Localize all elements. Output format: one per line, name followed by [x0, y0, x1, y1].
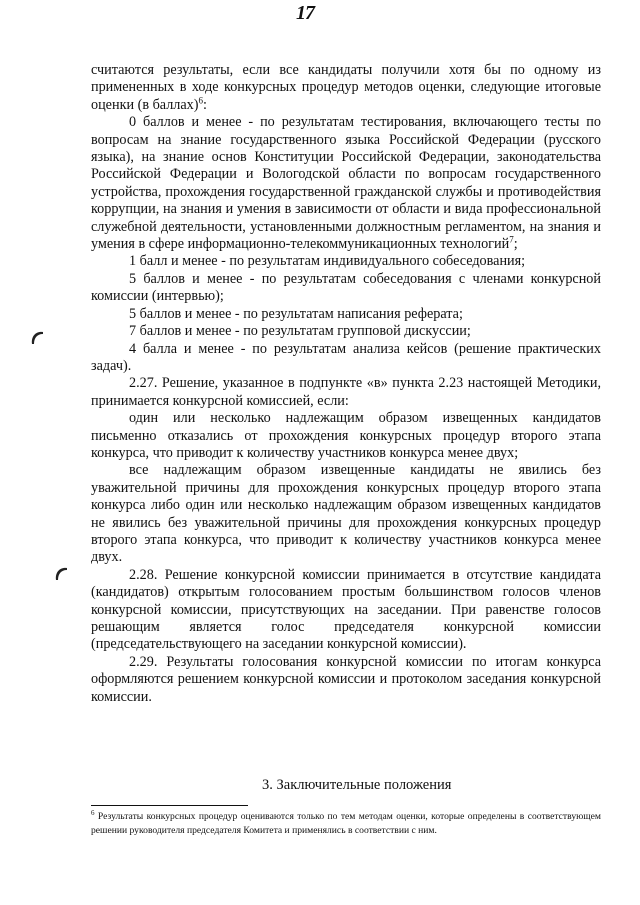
paragraph: [91, 410, 601, 462]
body-text: [91, 62, 601, 706]
paragraph-text: 5 баллов и менее - по результатам написания реферата;: [129, 305, 463, 322]
paragraph-text: 2.28. Решение конкурсной комиссии принимается в отсутствие кандидата (кандидатов) открытым голосованием простым большинством голосов членов конкурсной комиссии, присутствующих на заседании. При равенстве голосов решающим является голос председателя конкурсной комиссии (председательствующего на заседании конкурсной комиссии).: [91, 566, 601, 653]
paragraph-text: 0 баллов и менее - по результатам тестирования, включающего тесты по вопросам на знание государственного языка Российской Федерации (русского языка), на знание основ Конституции Российской Федерации, законодательства Российской Федерации и Вологодской области по вопросам государственного устройства, прохождения государственной гражданской службы и противодействия коррупции, на знания и умения в зависимости от области и вида профессиональной служебной деятельности, установленными должностным регламентом, на знания и умения в сфере информационно-телекоммуникационных технологий: [91, 114, 601, 253]
paragraph: [91, 375, 601, 410]
paragraph-text: 2.27. Решение, указанное в подпункте «в» пункта 2.23 настоящей Методики, принимается конкурсной комиссией, если:: [91, 375, 601, 409]
paragraph: [91, 462, 601, 566]
binder-hole-mark-bottom: [52, 566, 70, 586]
footnote: [91, 810, 601, 838]
footnote-mark: 6: [91, 808, 95, 817]
paragraph: [91, 114, 601, 253]
paragraph: [91, 62, 601, 114]
paragraph: [91, 341, 601, 376]
paragraph-text: 1 балл и менее - по результатам индивидуального собеседования;: [129, 253, 526, 270]
paragraph-text: все надлежащим образом извещенные кандидаты не явились без уважительной причины для прохождения конкурсных процедур второго этапа конкурса либо один или несколько надлежащим образом извещенных кандидатов не явились без уважительной причины для прохождения конкурсных процедур второго этапа конкурса, что приводит к количеству участников конкурса менее двух.: [91, 462, 601, 566]
section-heading: 3. Заключительные положения: [262, 777, 452, 793]
footnote-text: Результаты конкурсных процедур оцениваются только по тем методам оценки, которые определены в соответствующем решении руководителя председателя Комитета и применялись в соответствии с ним.: [91, 811, 602, 836]
paragraph: [91, 654, 601, 706]
paragraph: [91, 271, 601, 306]
binder-hole-mark-top: [28, 330, 46, 350]
paragraph-text: считаются результаты, если все кандидаты получили хотя бы по одному из примененных в ходе конкурсных процедур методов оценки, следующие итоговые оценки (в баллах): [91, 62, 601, 113]
footnote-reference: 7: [509, 234, 514, 245]
footnote-reference: 6: [198, 95, 203, 106]
paragraph: [91, 567, 601, 654]
paragraph-tail: :: [203, 96, 207, 113]
paragraph-text: один или несколько надлежащим образом извещенных кандидатов письменно отказались от прохождения конкурсных процедур второго этапа конкурса, что приводит к количеству участников конкурса менее двух;: [91, 410, 601, 461]
paragraph-text: 4 балла и менее - по результатам анализа кейсов (решение практических задач).: [91, 340, 601, 374]
paragraph-text: 7 баллов и менее - по результатам групповой дискуссии;: [129, 323, 471, 340]
paragraph: [91, 306, 601, 323]
paragraph: [91, 323, 601, 340]
paragraph: [91, 253, 601, 270]
paragraph-tail: ;: [513, 236, 518, 253]
footnote-rule: [91, 805, 248, 806]
paragraph-text: 2.29. Результаты голосования конкурсной комиссии по итогам конкурса оформляются решением конкурсной комиссии и протоколом заседания конкурсной комиссии.: [91, 653, 601, 705]
paragraph-text: 5 баллов и менее - по результатам собеседования с членами конкурсной комиссии (интервью);: [91, 270, 601, 305]
page-number: 17: [296, 2, 314, 24]
